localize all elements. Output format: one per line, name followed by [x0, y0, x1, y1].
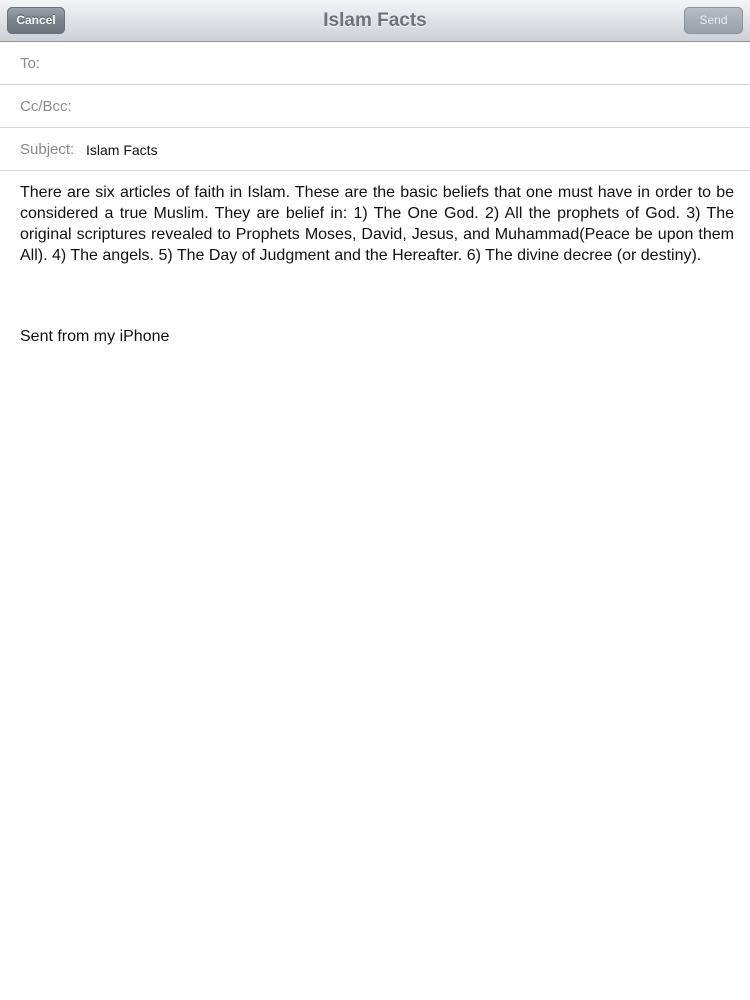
to-label: To: — [20, 55, 41, 72]
email-signature[interactable]: Sent from my iPhone — [20, 328, 170, 345]
subject-field[interactable] — [0, 128, 750, 171]
navigation-bar — [0, 0, 750, 42]
subject-label: Subject: — [20, 141, 75, 158]
send-button[interactable]: Send — [684, 7, 743, 34]
to-field[interactable] — [0, 42, 750, 85]
cancel-button[interactable]: Cancel — [7, 7, 65, 34]
page-title: Islam Facts — [323, 10, 427, 31]
cc-bcc-field[interactable] — [0, 85, 750, 128]
subject-input[interactable]: Islam Facts — [86, 142, 158, 158]
message-body[interactable]: There are six articles of faith in Islam. These are the basic beliefs that one must have in order to be considered a true Muslim. They are belief in: 1) The One God. 2) All the prophets of God. 3) The original scriptures revealed to Prophets Moses, David, Jesus, and Muhammad(Peace be upon them All). 4) The angels. 5) The Day of Judgment and the Hereafter. 6) The divine decree (or destiny). — [20, 184, 734, 264]
cc-bcc-label: Cc/Bcc: — [20, 98, 72, 115]
